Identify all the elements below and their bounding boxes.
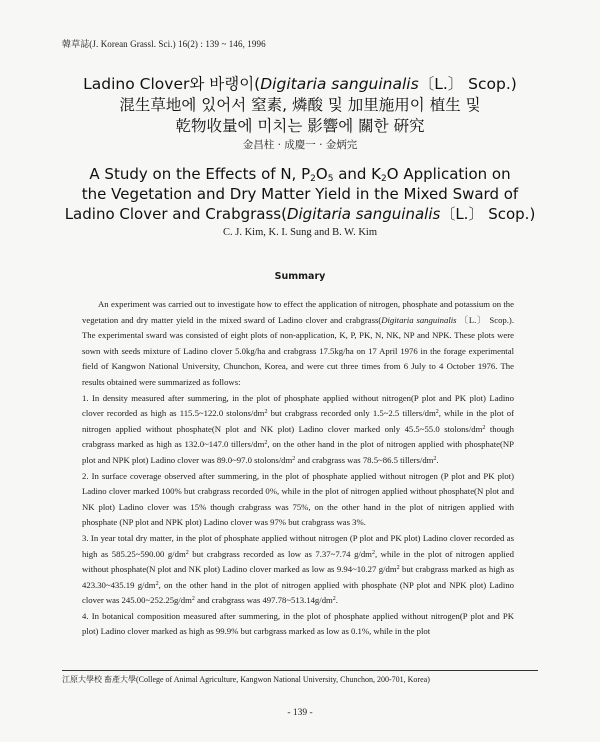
title-text: O Application on [386,165,511,183]
paragraph-text: though crabgrass marked as high as 132.0~147.0 tillers/dm [82,423,514,450]
affiliation-footnote: 江原大學校 畜產大學(College of Animal Agriculture, Kangwon National University, Chunchon, 200-701, Korea) [62,675,430,684]
result-item-1 [82,391,514,469]
subscript: 5 [327,174,334,184]
result-item-2 [82,469,514,531]
superscript: 2 [482,424,486,431]
subscript: 2 [310,174,316,184]
title-text: 〔L.〕 Scop.) [440,205,536,223]
summary-body [82,297,514,640]
paragraph-text: , on the other hand in the plot of nitrogen applied with phosphate (NP plot and NPK plot) Ladino clover was 245.00~252.25g/dm [82,579,515,606]
species-name: Digitaria sanguinalis [286,205,441,223]
superscript: 2 [185,549,189,556]
superscript: 2 [264,409,268,416]
korean-title-text: 〔L.〕 Scop.) [418,75,517,93]
paragraph-text: , while in the plot of nitrogen applied without phosphate(N plot and NK plot) Ladino clover marked as low as 9.94~10.27 g/dm [82,548,514,575]
title-text: Ladino Clover and Crabgrass( [64,205,287,223]
english-authors: C. J. Kim, K. I. Sung and B. W. Kim [222,227,377,238]
english-title-line-3 [30,204,570,224]
result-item-4 [82,609,514,640]
paragraph-text: and crabgrass was 78.5~86.5 tillers/dm [295,454,434,465]
paragraph-text: and crabgrass was 497.78~513.14g/dm [194,595,333,606]
paragraph-text: but crabgrass recorded only 1.5~2.5 tillers/dm [267,408,436,419]
title-text: A Study on the Effects of N, P [89,165,311,183]
english-title-line-1 [30,164,570,184]
paragraph-text: In density measured after summering, in the plot of phosphate applied without nitrogen(P plot and PK plot) Ladino clover recorded as high as 115.5~122.0 stolons/dm [82,392,514,419]
paragraph-text: but crabgrass recorded as low as 7.37~7.74 g/dm [188,548,372,559]
summary-intro [82,297,514,391]
title-text: and K [333,165,382,183]
item-number: 2. [82,470,89,481]
superscript: 2 [371,549,375,556]
title-text: O [315,165,328,183]
paragraph-text: . [335,595,338,606]
english-title-line-2: the Vegetation and Dry Matter Yield in the Mixed Sward of [81,185,519,203]
korean-title-line-2: 混生草地에 있어서 窒素, 燐酸 및 加里施用이 植生 및 [119,96,481,114]
journal-header: 韓草誌(J. Korean Grassl. Sci.) 16(2) : 139 ~ 146, 1996 [62,39,266,49]
superscript: 2 [264,440,268,447]
superscript: 2 [433,455,437,462]
superscript: 2 [292,455,296,462]
paragraph-text: An experiment was carried out to investigate how to effect the application of nitrogen, phosphate and potassium on the vegetation and dry matter yield in the mixed sward of Ladino clover and crabgrass( [82,299,514,325]
item-number: 4. [82,610,89,621]
superscript: 2 [332,596,336,603]
result-item-3 [82,531,514,609]
paragraph-text: . [436,454,439,465]
paragraph-text: , on the other hand in the plot of nitrogen applied with phosphate(NP plot and NPK plot) Ladino clover was 89.0~97.0 stolons/dm [82,439,514,465]
subscript: 2 [381,174,387,184]
superscript: 2 [191,596,195,603]
item-number: 1. [82,392,89,403]
page-number: - 139 - [287,708,313,718]
summary-heading: Summary [274,271,326,282]
superscript: 2 [396,565,400,572]
paragraph-text: In year total dry matter, in the plot of phosphate applied without nitrogen (P plot and PK plot) Ladino clover recorded as high as 585.25~590.00 g/dm [82,532,514,559]
species-name: Digitaria sanguinalis [260,75,419,93]
superscript: 2 [435,409,439,416]
korean-title-line-1 [40,74,560,95]
korean-title-text: Ladino Clover와 바랭이( [83,75,261,93]
english-title [30,164,570,224]
item-number: 3. [82,532,89,543]
footnote-divider [62,670,538,671]
paragraph-text: In surface coverage observed after summering, in the plot of phosphate applied without nitrogen (P plot and PK plot) Ladino clover marked 100% but crabgrass recorded 0%, while in the plot of nitrogen applied without phosphate(N plot and NK plot) Ladino clover was 15% though crabgrass was 75%, on the other hand in the plot of nitrigen applied with phosphate (NP plot and NPK plot) Ladino clover was 97% but crabgrass was 3%. [82,470,514,528]
paragraph-text: but crabgrass marked as high as 423.30~435.19 g/dm [82,564,514,590]
korean-title [40,74,560,137]
species-name: Digitaria sanguinalis [381,314,457,325]
paragraph-text: In botanical composition measured after summering, in the plot of phosphate applied without nitrogen(P plot and PK plot) Ladino clover marked as high as 99.9% but carbgrass marked as low as 0.1%, while in the plot [82,610,514,637]
korean-title-line-3: 乾物收量에 미치는 影響에 關한 硏究 [175,117,425,135]
paragraph-text: 〔L.〕 Scop.). The experimental sward was consisted of eight plots of non-application, K, P, PK, N, NK, NP and NPK. These plots were sown with seeds mixture of Ladino clover 5.0kg/ha and crabgrass 17.5kg/ha on 17 April 1976 in the forage experimental field of Kangwon National University, Chunchon, Korea, and were cut three times from 6 July to 4 October 1976. The results obtained were summarized as follows: [82,314,514,387]
superscript: 2 [155,580,159,587]
korean-authors: 金昌柱 · 成慶一 · 金炳完 [242,139,358,151]
paragraph-text: , while in the plot of nitrogen applied without phosphate(N plot and NK plot) Ladino clover marked only 45.5~55.0 stolons/dm [82,408,514,434]
